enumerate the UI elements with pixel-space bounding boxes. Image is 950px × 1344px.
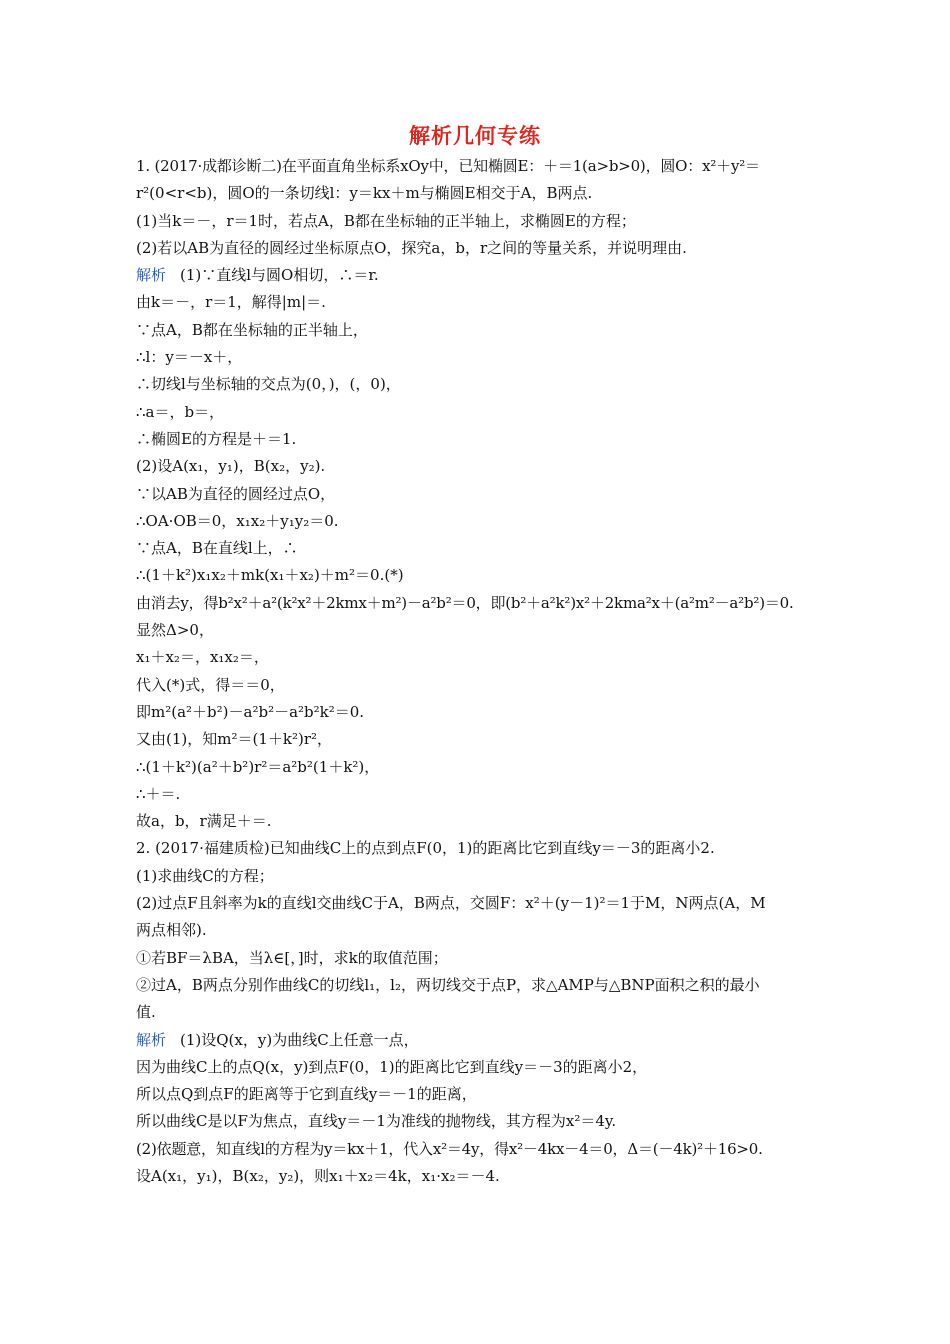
text-line bbox=[136, 808, 836, 835]
text-line bbox=[136, 426, 836, 453]
line-text: ∴(1＋k²)x₁x₂＋mk(x₁＋x₂)＋m²＝0.(*) bbox=[136, 566, 404, 585]
text-line bbox=[136, 208, 836, 235]
line-text: (1)∵直线l与圆O相切，∴＝r. bbox=[180, 266, 379, 285]
text-line bbox=[136, 262, 836, 289]
line-text: 显然Δ>0， bbox=[136, 621, 214, 640]
line-text: ∴a＝，b＝， bbox=[136, 402, 225, 421]
text-line bbox=[136, 644, 836, 671]
text-line bbox=[136, 890, 836, 917]
text-line bbox=[136, 344, 836, 371]
line-text: ②过A，B两点分别作曲线C的切线l₁，l₂，两切线交于点P，求△AMP与△BNP面积之积的最小 bbox=[136, 975, 760, 994]
text-line bbox=[136, 781, 836, 808]
text-line bbox=[136, 917, 836, 944]
text-line bbox=[136, 453, 836, 480]
solution-label: 解析 bbox=[136, 266, 167, 285]
line-text: 即m²(a²＋b²)－a²b²－a²b²k²＝0. bbox=[136, 702, 365, 721]
text-line bbox=[136, 371, 836, 398]
text-line bbox=[136, 835, 836, 862]
line-text: 2. (2017·福建质检)已知曲线C上的点到点F(0，1)的距离比它到直线y＝－3的距离小2. bbox=[136, 839, 715, 858]
text-line bbox=[136, 153, 836, 180]
line-text: 所以点Q到点F的距离等于它到直线y＝－1的距离， bbox=[136, 1085, 477, 1104]
line-text: ∴椭圆E的方程是＋＝1. bbox=[136, 429, 297, 448]
text-line bbox=[136, 180, 836, 207]
line-text: x₁＋x₂＝，x₁x₂＝， bbox=[136, 648, 269, 667]
text-line bbox=[136, 289, 836, 316]
line-text: 代入(*)式，得＝＝0， bbox=[136, 675, 285, 694]
line-text: (2)设A(x₁，y₁)，B(x₂，y₂). bbox=[136, 457, 326, 476]
line-text: 又由(1)，知m²＝(1＋k²)r²， bbox=[136, 730, 333, 749]
line-text: 故a，b，r满足＋＝. bbox=[136, 812, 272, 831]
text-line bbox=[136, 317, 836, 344]
text-line bbox=[136, 999, 836, 1026]
text-line bbox=[136, 617, 836, 644]
text-line bbox=[136, 1027, 836, 1054]
text-line bbox=[136, 508, 836, 535]
line-text: 因为曲线C上的点Q(x，y)到点F(0，1)的距离比它到直线y＝－3的距离小2， bbox=[136, 1057, 648, 1076]
line-text: ∴OA·OB＝0，x₁x₂＋y₁y₂＝0. bbox=[136, 511, 339, 530]
page-title: 解析几何专练 bbox=[409, 124, 541, 148]
text-line bbox=[136, 1081, 836, 1108]
line-text: ∵点A，B在直线l上，∴ bbox=[136, 539, 298, 558]
text-line bbox=[136, 863, 836, 890]
line-text: ∴l：y＝－x＋， bbox=[136, 348, 243, 367]
line-text: 由k＝－，r＝1，解得|m|＝. bbox=[136, 293, 326, 312]
line-text: ①若BF＝λBA，当λ∈[，]时，求k的取值范围； bbox=[136, 948, 448, 967]
line-text: ∵以AB为直径的圆经过点O， bbox=[136, 484, 336, 503]
line-text: 设A(x₁，y₁)，B(x₂，y₂)，则x₁＋x₂＝4k，x₁·x₂＝－4. bbox=[136, 1166, 500, 1185]
text-line bbox=[136, 535, 836, 562]
line-text: ∴(1＋k²)(a²＋b²)r²＝a²b²(1＋k²)， bbox=[136, 757, 380, 776]
text-line bbox=[136, 481, 836, 508]
line-text: (1)设Q(x，y)为曲线C上任意一点， bbox=[180, 1030, 419, 1049]
text-line bbox=[136, 235, 836, 262]
line-text: ∴切线l与坐标轴的交点为(0，)，(，0)， bbox=[136, 375, 401, 394]
text-line bbox=[136, 726, 836, 753]
line-text: 1. (2017·成都诊断二)在平面直角坐标系xOy中，已知椭圆E：＋＝1(a>b>0)，圆O：x²＋y²＝ bbox=[136, 157, 760, 175]
line-text: (2)若以AB为直径的圆经过坐标原点O，探究a，b，r之间的等量关系，并说明理由. bbox=[136, 238, 687, 257]
document-body bbox=[136, 153, 836, 1190]
text-line bbox=[136, 1136, 836, 1163]
text-line bbox=[136, 399, 836, 426]
line-text: ∴＋＝. bbox=[136, 784, 181, 803]
text-line bbox=[136, 562, 836, 589]
line-text: 值. bbox=[136, 1003, 156, 1022]
text-line bbox=[136, 1163, 836, 1190]
line-text: (1)当k＝－，r＝1时，若点A，B都在坐标轴的正半轴上，求椭圆E的方程； bbox=[136, 211, 636, 230]
text-line bbox=[136, 672, 836, 699]
line-text: (1)求曲线C的方程； bbox=[136, 866, 274, 885]
text-line bbox=[136, 972, 836, 999]
text-line bbox=[136, 754, 836, 781]
line-text: r²(0<r<b)，圆O的一条切线l：y＝kx＋m与椭圆E相交于A，B两点. bbox=[136, 184, 593, 203]
line-text: 由消去y，得b²x²＋a²(k²x²＋2kmx＋m²)－a²b²＝0，即(b²＋a²k²)x²＋2kma²x＋(a²m²－a²b²)＝0. bbox=[136, 593, 794, 612]
text-line bbox=[136, 590, 836, 617]
text-line bbox=[136, 1054, 836, 1081]
line-text: ∵点A，B都在坐标轴的正半轴上， bbox=[136, 320, 368, 339]
text-line bbox=[136, 1108, 836, 1135]
line-text: 两点相邻). bbox=[136, 921, 207, 940]
text-line bbox=[136, 945, 836, 972]
text-line bbox=[136, 699, 836, 726]
line-text: (2)过点F且斜率为k的直线l交曲线C于A，B两点，交圆F：x²＋(y－1)²＝1于M，N两点(A，M bbox=[136, 894, 766, 913]
line-text: 所以曲线C是以F为焦点，直线y＝－1为准线的抛物线，其方程为x²＝4y. bbox=[136, 1112, 617, 1131]
solution-label: 解析 bbox=[136, 1030, 167, 1049]
line-text: (2)依题意，知直线l的方程为y＝kx＋1，代入x²＝4y，得x²－4kx－4＝0，Δ＝(－4k)²＋16>0. bbox=[136, 1139, 763, 1158]
